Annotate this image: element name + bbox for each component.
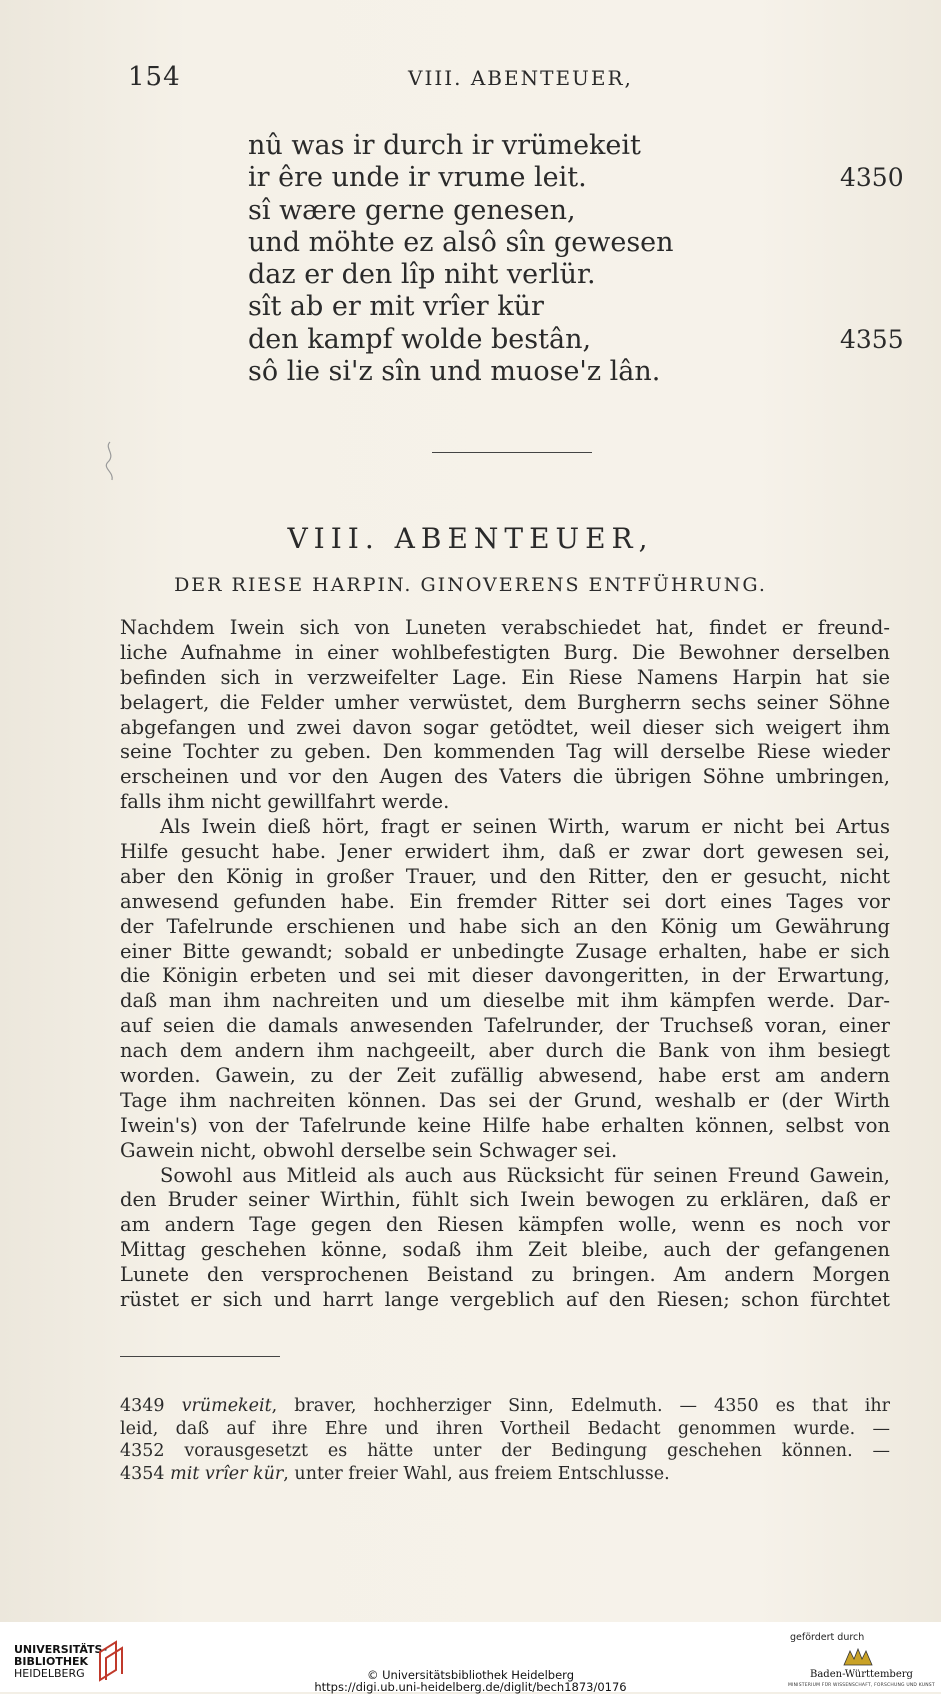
state-name: Baden-Württemberg [810, 1669, 913, 1680]
footnote-line [120, 1463, 890, 1486]
prose-line: Als Iwein dieß hört, fragt er seinen Wirth, warum er nicht bei Artus [160, 815, 890, 839]
footnote-text: 4352 vorausgesetzt es hätte unter der Bedingung geschehen können. — [120, 1441, 890, 1461]
prose-line: Hilfe gesucht habe. Jener erwidert ihm, daß er zwar dort gewesen sei, [120, 840, 890, 864]
prose-line: am andern Tage gegen den Riesen kämpfen wolle, wenn es noch vor [120, 1213, 890, 1237]
prose-line: belagert, die Felder umher verwüstet, dem Burgherrn sechs seiner Söhne [120, 690, 890, 714]
pencil-mark-icon [100, 440, 120, 482]
prose-block [120, 616, 890, 1313]
footnotes [120, 1395, 890, 1485]
footnote-number: 4349 [120, 1396, 165, 1416]
verse-line: und möhte ez alsô sîn gewesen [248, 226, 674, 258]
chapter-subtitle: DER RIESE HARPIN. GINOVERENS ENTFÜHRUNG. [174, 574, 767, 596]
prose-line: befinden sich in verzweifelter Lage. Ein Riese Namens Harpin hat sie [120, 665, 890, 689]
prose-line: der Tafelrunde erschienen und habe sich an den König um Gewährung [120, 914, 890, 938]
library-logo[interactable]: UNIVERSITÄTS- BIBLIOTHEK HEIDELBERG [14, 1643, 108, 1680]
footnote-line [120, 1395, 890, 1418]
footnote-number: 4354 [120, 1463, 165, 1484]
page-number: 154 [128, 62, 181, 92]
section-divider [432, 452, 592, 453]
line-number: 4350 [840, 163, 904, 193]
running-title: VIII. ABENTEUER, [408, 66, 633, 90]
prose-line: seine Tochter zu geben. Den kommenden Tag will derselbe Riese wieder [120, 740, 890, 764]
verse-line: sît ab er mit vrîer kür [248, 291, 544, 323]
chapter-title: VIII. ABENTEUER, [287, 522, 654, 555]
verse-block [248, 130, 908, 388]
prose-line: Mittag geschehen könne, sodaß ihm Zeit bleibe, auch der gefangenen [120, 1238, 890, 1262]
verse-line: den kampf wolde bestân, 4355 [248, 323, 904, 355]
prose-line: worden. Gawein, zu der Zeit zufällig abwesend, habe erst am andern [120, 1064, 890, 1088]
prose-line: Lunete den versprochenen Beistand zu bringen. Am andern Morgen [120, 1263, 890, 1287]
state-crest-icon [840, 1647, 876, 1667]
prose-line: erscheinen und vor den Augen des Vaters die übrigen Söhne umbringen, [120, 765, 890, 789]
prose-line: Nachdem Iwein sich von Luneten verabschiedet hat, findet er freund- [120, 616, 890, 639]
prose-line: daß man ihm nachreiten und um dieselbe mit ihm kämpfen werde. Dar- [120, 989, 890, 1013]
footnote-term: vrümekeit [181, 1396, 272, 1416]
line-number: 4355 [840, 324, 904, 354]
footnote-divider [120, 1356, 280, 1357]
verse-line: nû was ir durch ir vrümekeit [248, 130, 641, 161]
ministry-name: MINISTERIUM FÜR WISSENSCHAFT, FORSCHUNG UND KUNST [788, 1683, 935, 1688]
permalink[interactable]: https://digi.ub.uni-heidelberg.de/diglit/bech1873/0176 [314, 1680, 627, 1694]
prose-line: nach dem andern ihm nachgeeilt, aber durch die Bank von ihm besiegt [120, 1039, 890, 1063]
prose-line: falls ihm nicht gewillfahrt werde. [120, 790, 450, 814]
prose-line: liche Aufnahme in einer wohlbefestigten Burg. Die Bewohner derselben [120, 640, 890, 664]
footnote-text: , braver, hochherziger Sinn, Edelmuth. — 4350 es that ihr [271, 1396, 890, 1416]
verse-line: sî wære gerne genesen, [248, 194, 576, 226]
prose-line: Iwein's) von der Tafelrunde keine Hilfe habe erhalten können, selbst von [120, 1113, 890, 1137]
prose-line: aber den König in großer Trauer, und den Ritter, den er gesucht, nicht [120, 864, 890, 888]
prose-line: die Königin erbeten und sei mit dieser davongeritten, in der Erwartung, [120, 964, 890, 988]
footer-bar [0, 1622, 941, 1692]
footnote-line [120, 1418, 890, 1441]
prose-line: Sowohl aus Mitleid als auch aus Rücksicht für seinen Freund Gawein, [160, 1163, 890, 1187]
verse-line: ir êre unde ir vrume leit. 4350 [248, 162, 904, 194]
verse-line: daz er den lîp niht verlür. [248, 259, 596, 291]
prose-line: auf seien die damals anwesenden Tafelrunder, der Truchseß voran, einer [120, 1014, 890, 1038]
prose-line: einer Bitte gewandt; sobald er unbedingte Zusage erhalten, habe er sich [120, 939, 890, 963]
page-header [128, 62, 881, 92]
copyright-text: © Universitätsbibliothek Heidelberg [366, 1668, 574, 1682]
prose-line: Gawein nicht, obwohl derselbe sein Schwager sei. [120, 1138, 618, 1162]
verse-line: sô lie si'z sîn und muose'z lân. [248, 356, 661, 388]
funded-by-label: gefördert durch [790, 1632, 865, 1643]
footnote-text: , unter freier Wahl, aus freiem Entschlusse. [283, 1463, 670, 1484]
footnote-text: leid, daß auf ihre Ehre und ihren Vortheil Bedacht genommen wurde. — [120, 1418, 890, 1439]
prose-line: abgefangen und zwei davon sogar getödtet, weil dieser sich weigert ihm [120, 715, 890, 739]
prose-line: anwesend gefunden habe. Ein fremder Ritter sei dort eines Tages vor [120, 889, 890, 913]
prose-line: den Bruder seiner Wirthin, fühlt sich Iwein bewogen zu erklären, daß er [120, 1188, 890, 1212]
prose-line: rüstet er sich und harrt lange vergeblich auf den Riesen; schon fürchtet [120, 1288, 890, 1312]
prose-line: Tage ihm nachreiten können. Das sei der Grund, weshalb er (der Wirth [120, 1088, 890, 1112]
footnote-term: mit vrîer kür [170, 1463, 284, 1484]
footnote-line [120, 1440, 890, 1463]
